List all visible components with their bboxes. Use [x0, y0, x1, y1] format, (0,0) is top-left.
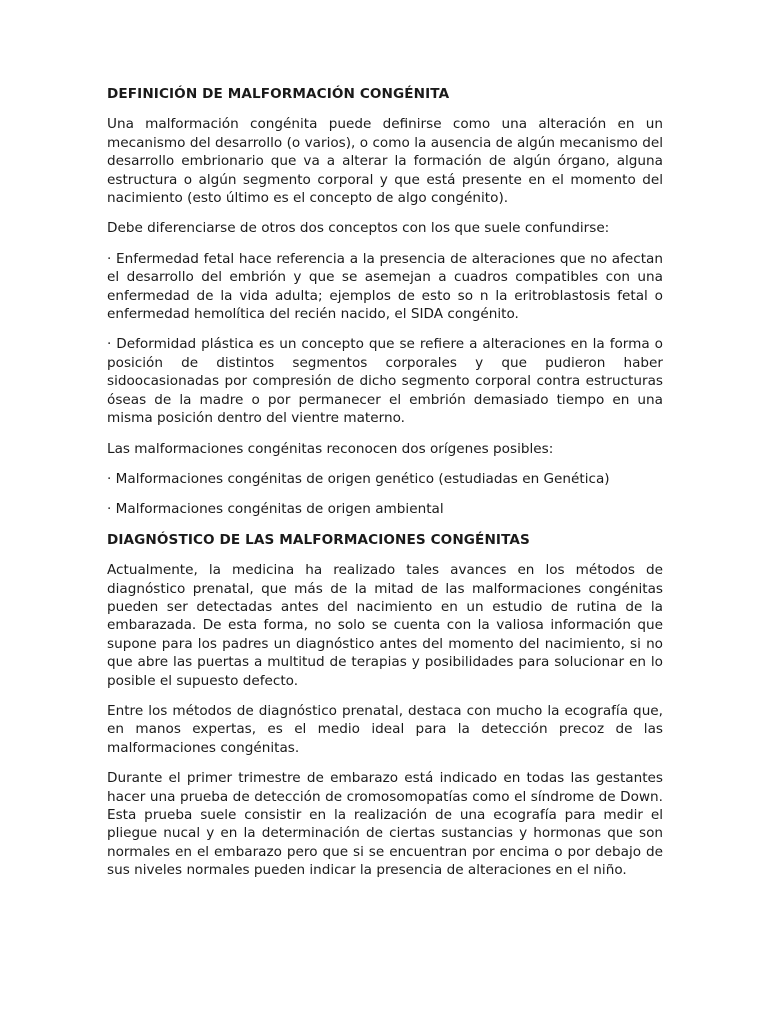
bullet-deformidad-plastica: · Deformidad plástica es un concepto que se refiere a alteraciones en la forma o posición de distintos segmentos corporales y que pudieron haber sidoocasionadas por compresión de dicho segmento corporal contra estructuras óseas de la madre o por permanecer el embrión demasiado tiempo en una misma posición dentro del vientre materno. [107, 336, 663, 427]
document-page [107, 85, 663, 892]
paragraph-diferenciarse: Debe diferenciarse de otros dos conceptos con los que suele confundirse: [107, 220, 610, 237]
paragraph-ecografia: Entre los métodos de diagnóstico prenatal, destaca con mucho la ecografía que, en manos expertas, es el medio ideal para la detección precoz de las malformaciones congénitas. [107, 702, 663, 756]
bullet-enfermedad-fetal: · Enfermedad fetal hace referencia a la presencia de alteraciones que no afectan el desarrollo del embrión y que se asemejan a cuadros compatibles con una enfermedad de la vida adulta; ejemplos de esto so n la eritroblastosis fetal o enfermedad hemolítica del recién nacido, el SIDA congénito. [107, 250, 663, 323]
bullet-origen-genetico: · Malformaciones congénitas de origen genético (estudiadas en Genética) [107, 470, 610, 487]
paragraph-definicion: Una malformación congénita puede definirse como una alteración en un mecanismo del desarrollo (o varios), o como la ausencia de algún mecanismo del desarrollo embrionario que va a alterar la formación de algún órgano, alguna estructura o algún segmento corporal y que está presente en el momento del nacimiento (esto último es el concepto de algo congénito). [107, 116, 663, 207]
section-heading-diagnostico: DIAGNÓSTICO DE LAS MALFORMACIONES CONGÉNITAS [107, 531, 530, 548]
paragraph-origenes: Las malformaciones congénitas reconocen dos orígenes posibles: [107, 440, 554, 457]
paragraph-actualmente: Actualmente, la medicina ha realizado tales avances en los métodos de diagnóstico prenatal, que más de la mitad de las malformaciones congénitas pueden ser detectadas antes del nacimiento en un estudio de rutina de la embarazada. De esta forma, no solo se cuenta con la valiosa información que supone para los padres un diagnóstico antes del momento del nacimiento, si no que abre las puertas a multitud de terapias y posibilidades para solucionar en lo posible el supuesto defecto. [107, 562, 663, 689]
paragraph-primer-trimestre: Durante el primer trimestre de embarazo está indicado en todas las gestantes hacer una prueba de detección de cromosomopatías como el síndrome de Down. Esta prueba suele consistir en la realización de una ecografía para medir el pliegue nucal y en la determinación de ciertas sustancias y hormonas que son normales en el embarazo pero que si se encuentran por encima o por debajo de sus niveles normales pueden indicar la presencia de alteraciones en el niño. [107, 770, 663, 879]
section-heading-definicion: DEFINICIÓN DE MALFORMACIÓN CONGÉNITA [107, 86, 450, 102]
bullet-origen-ambiental: · Malformaciones congénitas de origen ambiental [107, 501, 444, 518]
